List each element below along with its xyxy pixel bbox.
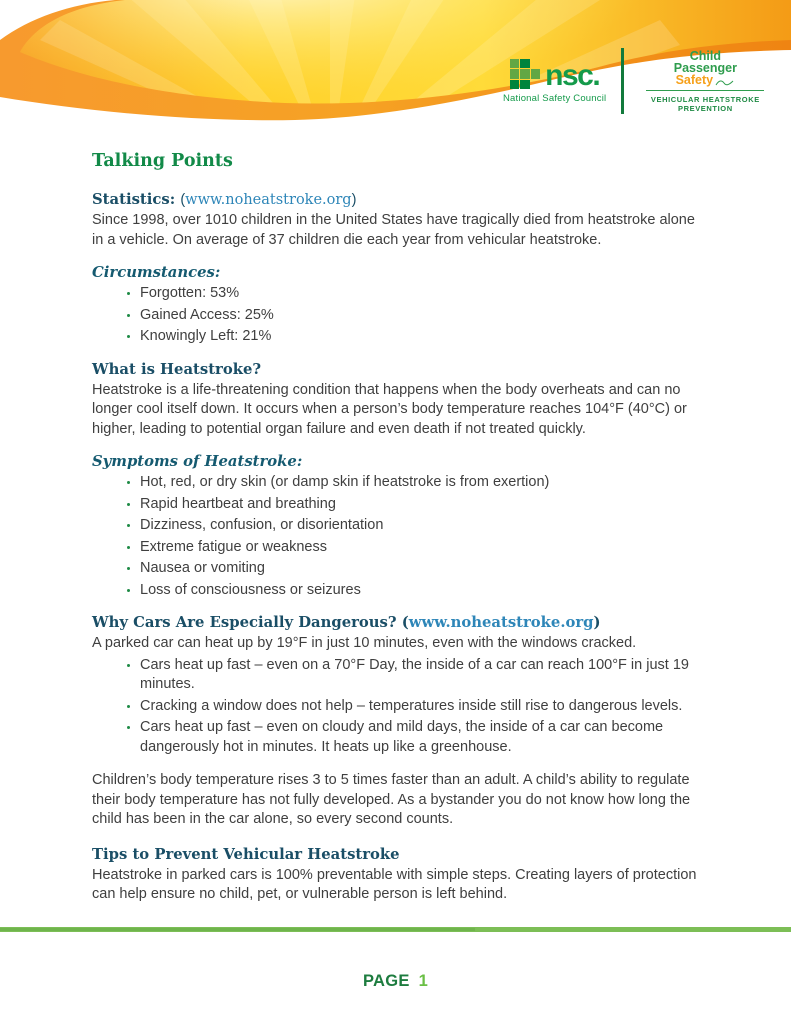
noheatstroke-link[interactable]: www.noheatstroke.org (408, 614, 594, 631)
list-item: • Knowingly Left: 21% (140, 327, 707, 347)
tips-heading: Tips to Prevent Vehicular Heatstroke (92, 845, 400, 863)
why-cars-heading (92, 614, 707, 631)
script-flourish-icon (715, 79, 735, 87)
circumstances-list (92, 284, 707, 347)
header-logos (503, 48, 771, 114)
close-paren: ) (593, 614, 601, 631)
symptoms-heading: Symptoms of Heatstroke: (92, 453, 303, 470)
logo-divider (621, 48, 624, 114)
cps-rule (646, 90, 764, 91)
nsc-tagline: National Safety Council (503, 92, 607, 104)
nsc-logo (503, 59, 606, 104)
why-cars-label: Why Cars Are Especially Dangerous? (92, 614, 397, 631)
what-is-heatstroke-heading: What is Heatstroke? (92, 360, 262, 378)
what-is-heatstroke-paragraph: Heatstroke is a life-threatening condition that happens when the body overheats and can no longer cool itself down. It occurs when a person’s body temperature reaches 104°F (40°C) or higher, leading to potential organ failure and even death if not treated quickly. (92, 381, 687, 437)
list-item: • Extreme fatigue or weakness (140, 538, 707, 558)
symptoms-list (92, 473, 707, 600)
cps-line1: Child (689, 48, 721, 63)
list-item: • Cars heat up fast – even on cloudy and mild days, the inside of a car can become dangerously hot in minutes. It heats up like a greenhouse. (140, 718, 707, 757)
statistics-paragraph: Since 1998, over 1010 children in the United States have tragically died from heatstroke alone in a vehicle. On average of 37 children die each year from vehicular heatstroke. (92, 212, 695, 248)
list-item: • Loss of consciousness or seizures (140, 581, 707, 601)
page-title: Talking Points (92, 151, 233, 171)
document-body (0, 130, 791, 905)
page-value: 1 (418, 972, 429, 990)
cps-subtitle-1: VEHICULAR HEATSTROKE (650, 94, 760, 104)
cps-line2: Passenger (673, 60, 737, 75)
nsc-plus-icon (510, 59, 540, 89)
nsc-wordmark: nsc. (545, 58, 600, 92)
list-item: • Dizziness, confusion, or disorientation (140, 516, 707, 536)
noheatstroke-link[interactable]: www.noheatstroke.org (185, 192, 352, 208)
children-temperature-paragraph: Children’s body temperature rises 3 to 5 times faster than an adult. A child’s ability to regulate their body temperature has not fully developed. As a bystander you do not know how long the child has been in the car alone, so every second counts. (92, 772, 691, 827)
cps-line3: Safety (675, 72, 714, 87)
open-paren: ( (401, 614, 409, 631)
open-paren: ( (180, 192, 186, 208)
cps-subtitle-2: PREVENTION (677, 103, 733, 113)
circumstances-heading: Circumstances: (92, 264, 221, 281)
why-cars-list (92, 656, 707, 758)
list-item: • Gained Access: 25% (140, 306, 707, 326)
page-number (0, 972, 791, 991)
why-cars-paragraph: A parked car can heat up by 19°F in just 10 minutes, even with the windows cracked. (92, 635, 637, 651)
statistics-label: Statistics: (92, 191, 176, 208)
list-item: • Nausea or vomiting (140, 559, 707, 579)
list-item: • Forgotten: 53% (140, 284, 707, 304)
page-label: PAGE (362, 972, 410, 990)
page-header (0, 0, 791, 130)
list-item: • Hot, red, or dry skin (or damp skin if heatstroke is from exertion) (140, 473, 707, 493)
list-item: • Cars heat up fast – even on a 70°F Day, the inside of a car can reach 100°F in just 19 minutes. (140, 656, 707, 695)
child-passenger-safety-logo (639, 50, 771, 113)
statistics-heading (92, 191, 707, 208)
list-item: • Cracking a window does not help – temperatures inside still rise to dangerous levels. (140, 697, 707, 717)
close-paren: ) (351, 192, 357, 208)
list-item: • Rapid heartbeat and breathing (140, 495, 707, 515)
footer-divider (0, 927, 791, 932)
tips-paragraph: Heatstroke in parked cars is 100% preventable with simple steps. Creating layers of protection can help ensure no child, pet, or vulnerable person is left behind. (92, 866, 697, 902)
